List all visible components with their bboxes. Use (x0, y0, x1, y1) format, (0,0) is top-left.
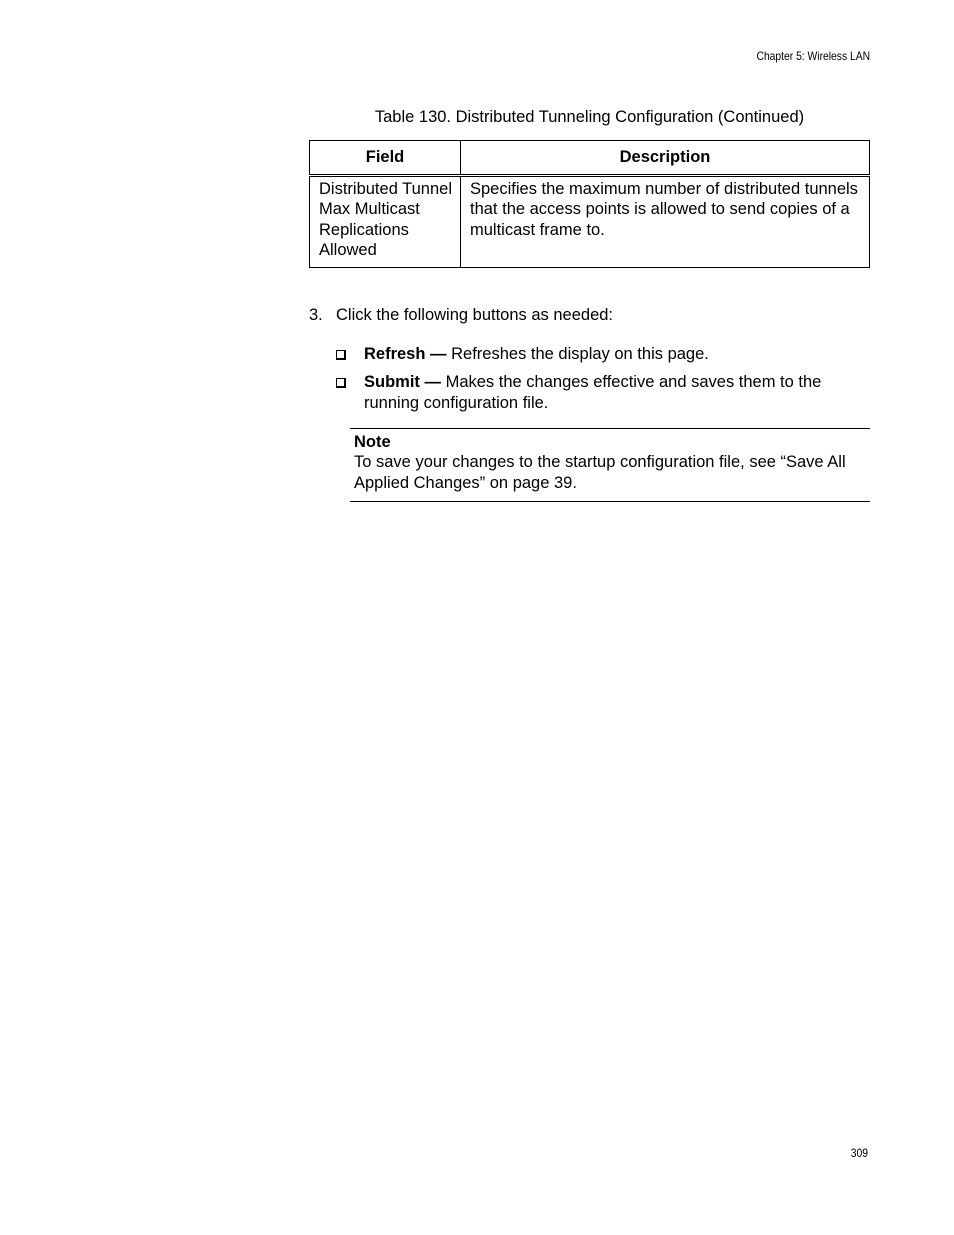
column-header-field: Field (310, 141, 461, 176)
configuration-table (309, 140, 870, 268)
note-title: Note (354, 433, 391, 451)
list-item-submit (336, 372, 856, 413)
step-number: 3. (309, 306, 323, 324)
checkbox-bullet-icon (336, 378, 346, 388)
field-cell: Distributed Tunnel Max Multicast Replications Allowed (310, 176, 461, 268)
table-header-row (310, 141, 870, 176)
description-cell: Specifies the maximum number of distributed tunnels that the access points is allowed to send copies of a multicast frame to. (461, 176, 870, 268)
button-description-refresh: Refreshes the display on this page. (446, 345, 709, 363)
button-name-refresh: Refresh — (364, 345, 447, 363)
button-description-submit: Makes the changes effective and saves them to the running configuration file. (364, 373, 822, 412)
step-text: Click the following buttons as needed: (336, 306, 614, 324)
list-item-refresh (336, 344, 856, 364)
column-header-description: Description (461, 141, 870, 176)
page-number: 309 (850, 1146, 868, 1160)
note-body: To save your changes to the startup configuration file, see “Save All Applied Changes” on page 39. (354, 453, 846, 492)
buttons-list (336, 344, 856, 421)
table-caption: Table 130. Distributed Tunneling Configuration (Continued) (374, 108, 805, 126)
running-header: Chapter 5: Wireless LAN (756, 49, 870, 63)
procedure-step (309, 306, 613, 325)
button-name-submit: Submit — (364, 373, 441, 392)
checkbox-bullet-icon (336, 350, 346, 360)
note-box (350, 428, 870, 502)
table-row (310, 176, 870, 268)
